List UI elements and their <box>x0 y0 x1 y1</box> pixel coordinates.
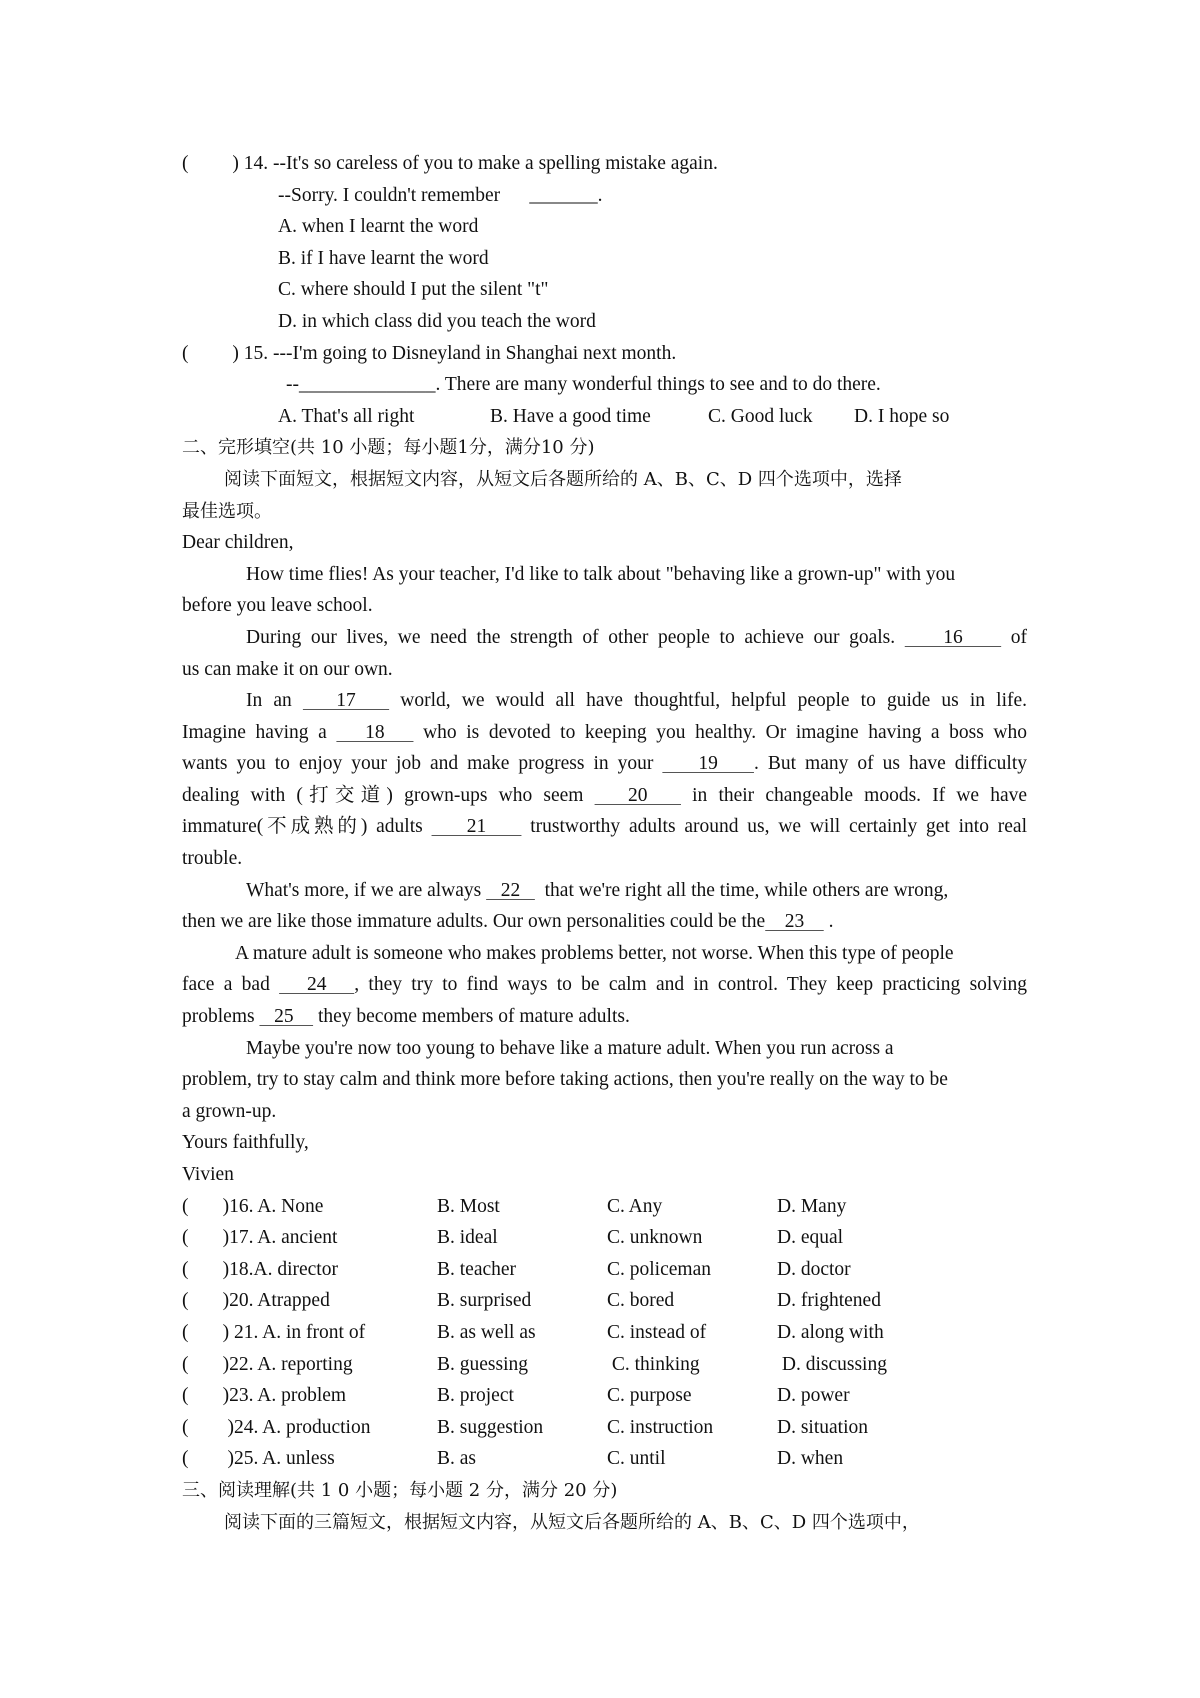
option-a[interactable]: ( )18.A. director <box>182 1258 338 1280</box>
cloze-option-row <box>182 1222 1027 1254</box>
paragraph-6-line: Maybe you're now too young to behave like a mature adult. When you run across a <box>246 1037 894 1059</box>
section-3-heading: 三、阅读理解(共 1 0 小题；每小题 2 分，满分 20 分) <box>182 1479 618 1501</box>
option-d: D. I hope so <box>854 405 950 427</box>
section-2-instruction-cont: 最佳选项。 <box>182 500 272 522</box>
reply-suffix: . <box>597 184 603 206</box>
question-text: ---I'm going to Disneyland in Shanghai next month. <box>273 342 677 364</box>
paragraph-4-line <box>182 906 1027 938</box>
letter-closing: Yours faithfully, <box>182 1132 309 1154</box>
option-c: C. Good luck <box>708 405 813 427</box>
blank-17[interactable]: 17 <box>302 690 390 712</box>
blank-20[interactable]: 20 <box>594 784 681 806</box>
cloze-option-row <box>182 1349 1027 1381</box>
option-b: B. surprised <box>437 1290 532 1312</box>
text: then we are like those immature adults. Our own personalities could be the <box>182 911 766 933</box>
option-a[interactable]: ( )25. A. unless <box>182 1448 335 1470</box>
option-b: B. guessing <box>437 1353 529 1375</box>
cloze-option-row <box>182 1317 1027 1349</box>
option-d: D. doctor <box>777 1258 851 1280</box>
paragraph-6-line: a grown-up. <box>182 1100 277 1122</box>
option-b: B. Have a good time <box>490 405 651 427</box>
option-b: B. suggestion <box>437 1416 544 1438</box>
cloze-option-row <box>182 1412 1027 1444</box>
text: who is devoted to keeping you healthy. Or imagine having a boss who <box>423 721 1028 743</box>
paragraph-5-line: A mature adult is someone who makes problems better, not worse. When this type of people <box>235 942 954 964</box>
paragraph-3-line <box>182 748 1027 780</box>
reply-text: --Sorry. I couldn't remember <box>278 184 530 206</box>
option-b: B. project <box>437 1385 514 1407</box>
section-2-heading: 二、完形填空(共 10 小题；每小题1分，满分10 分) <box>182 437 595 459</box>
text: During our lives, we need the strength of other people to achieve our goals. <box>246 626 896 648</box>
question-14-reply <box>182 180 1027 212</box>
text: of <box>1010 626 1028 648</box>
option-d: D. in which class did you teach the word <box>278 310 596 332</box>
option-d: D. along with <box>777 1321 884 1343</box>
option-b: B. teacher <box>437 1258 517 1280</box>
section-2-instruction: 阅读下面短文，根据短文内容，从短文后各题所给的 A、B、C、D 四个选项中，选择 <box>224 468 902 490</box>
answer-paren[interactable]: ( ) 15. <box>182 342 273 364</box>
option-c: C. unknown <box>607 1227 703 1249</box>
option-b: B. Most <box>437 1195 500 1217</box>
option-b: B. ideal <box>437 1227 498 1249</box>
text: trustworthy adults around us, we will certainly get into real <box>521 816 1027 838</box>
option-a[interactable]: ( )24. A. production <box>182 1416 371 1438</box>
option-d: D. when <box>777 1448 844 1470</box>
cloze-options-list <box>182 1191 1027 1475</box>
blank-25[interactable]: 25 <box>259 1006 314 1028</box>
question-text: --It's so careless of you to make a spelling mistake again. <box>273 153 718 174</box>
option-a: A. That's all right <box>278 405 415 427</box>
option-d: D. frightened <box>777 1290 881 1312</box>
option-a[interactable]: ( ) 21. A. in front of <box>182 1321 366 1343</box>
answer-paren[interactable]: ( ) 14. <box>182 153 273 174</box>
reply-prefix: -- <box>286 374 299 396</box>
blank-18[interactable]: 18 <box>336 721 414 743</box>
text: What's more, if we are always <box>246 879 487 901</box>
option-c: C. instead of <box>607 1321 707 1343</box>
option-b: B. as well as <box>437 1321 536 1343</box>
cloze-option-row <box>182 1254 1027 1286</box>
option-d: D. Many <box>777 1195 847 1217</box>
text: in their changeable moods. If we have <box>692 784 1028 806</box>
option-d: D. power <box>777 1385 850 1407</box>
blank-22[interactable]: 22 <box>486 879 535 901</box>
option-d: D. situation <box>777 1416 868 1438</box>
paragraph-3-line <box>182 811 1027 843</box>
paragraph-3-line <box>182 780 1027 812</box>
paragraph-6-line: problem, try to stay calm and think more before taking actions, then you're really on the way to be <box>182 1069 948 1091</box>
option-a[interactable]: ( )23. A. problem <box>182 1385 347 1407</box>
option-c: C. where should I put the silent "t" <box>278 279 549 301</box>
text: that we're right all the time, while others are wrong, <box>534 879 949 901</box>
blank-23[interactable]: 23 <box>765 911 824 933</box>
option-c: C. bored <box>607 1290 675 1312</box>
option-d: D. equal <box>777 1227 844 1249</box>
text: face a bad <box>182 974 280 996</box>
option-a: A. when I learnt the word <box>278 216 479 238</box>
option-c: C. purpose <box>607 1385 692 1407</box>
cloze-option-row <box>182 1191 1027 1223</box>
text: . But many of us have difficulty <box>753 753 1028 775</box>
cloze-option-row <box>182 1285 1027 1317</box>
blank-16[interactable]: 16 <box>904 626 1002 648</box>
section-3-instruction: 阅读下面的三篇短文，根据短文内容，从短文后各题所给的 A、B、C、D 四个选项中， <box>224 1511 920 1533</box>
letter-greeting: Dear children, <box>182 532 294 554</box>
option-b: B. as <box>437 1448 476 1470</box>
reply-text: . There are many wonderful things to see and to do there. <box>435 374 881 396</box>
paragraph-3-line: trouble. <box>182 848 243 870</box>
letter-signature: Vivien <box>182 1164 234 1185</box>
text: they become members of mature adults. <box>313 1006 630 1028</box>
option-a[interactable]: ( )17. A. ancient <box>182 1227 338 1249</box>
text: Imagine having a <box>182 721 337 743</box>
paragraph-4-line <box>182 875 1027 907</box>
blank-24[interactable]: 24 <box>279 974 355 996</box>
text: , they try to find ways to be calm and in control. They keep practicing solving <box>354 974 1028 996</box>
option-b: B. if I have learnt the word <box>278 247 489 269</box>
paragraph-2-line: us can make it on our own. <box>182 658 393 680</box>
paragraph-3-line <box>182 717 1027 749</box>
blank-21[interactable]: 21 <box>431 816 522 838</box>
paragraph-1-line: before you leave school. <box>182 595 373 617</box>
text: problems <box>182 1006 260 1028</box>
question-15-reply <box>182 369 1027 401</box>
option-c: C. policeman <box>607 1258 711 1280</box>
text: In an <box>246 690 292 712</box>
option-d: D. discussing <box>777 1353 887 1375</box>
paragraph-5-line <box>182 1001 1027 1033</box>
option-a[interactable]: ( )22. A. reporting <box>182 1353 353 1375</box>
question-14-stem <box>182 148 1027 180</box>
paragraph-1-line: How time flies! As your teacher, I'd like to talk about "behaving like a grown-up" with you <box>246 563 956 585</box>
option-a[interactable]: ( )16. A. None <box>182 1195 324 1217</box>
text: . <box>823 911 834 933</box>
option-c: C. instruction <box>607 1416 714 1438</box>
answer-blank[interactable]: _______ <box>529 184 598 206</box>
paragraph-2-line <box>182 622 1027 654</box>
text: dealing with (打交道) grown-ups who seem <box>182 784 595 806</box>
paragraph-3-line <box>182 685 1027 717</box>
option-c: C. Any <box>607 1195 663 1217</box>
answer-blank[interactable]: ______________ <box>299 374 436 396</box>
option-c: C. thinking <box>607 1353 700 1375</box>
cloze-option-row <box>182 1380 1027 1412</box>
option-c: C. until <box>607 1448 666 1470</box>
paragraph-5-line <box>182 969 1027 1001</box>
question-15-options <box>182 401 1027 433</box>
text: wants you to enjoy your job and make progress in your <box>182 753 663 775</box>
text: immature(不成熟的) adults <box>182 816 432 838</box>
option-a[interactable]: ( )20. Atrapped <box>182 1290 330 1312</box>
text: world, we would all have thoughtful, helpful people to guide us in life. <box>400 690 1028 712</box>
question-15-stem <box>182 338 1027 370</box>
exam-page <box>182 148 1027 1538</box>
blank-19[interactable]: 19 <box>662 753 754 775</box>
cloze-option-row <box>182 1443 1027 1475</box>
